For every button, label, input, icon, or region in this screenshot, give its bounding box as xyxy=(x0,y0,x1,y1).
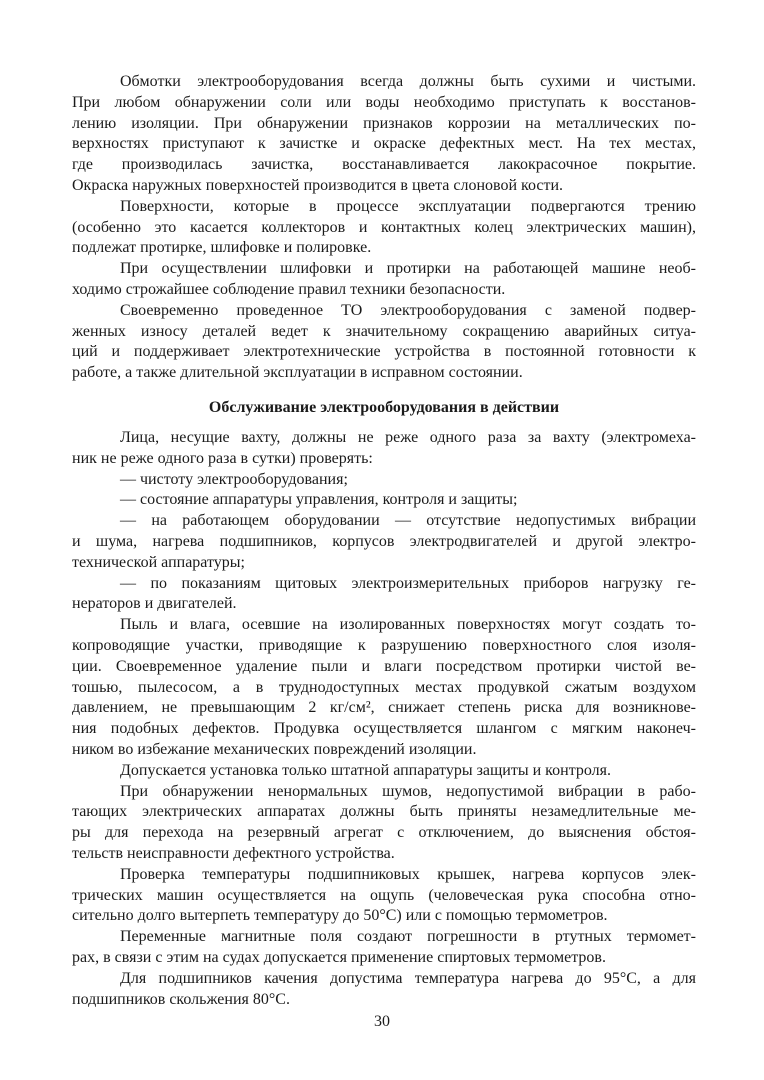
text-line: Допускается установка только штатной аппаратуры защиты и контроля. xyxy=(120,761,612,779)
text-line: Для подшипников качения допустима температура нагрева до 95°С, а для xyxy=(120,969,696,987)
paragraph xyxy=(72,782,696,865)
text-line: где производилась зачистка, восстанавливается лакокрасочное покрытие. xyxy=(72,156,696,174)
text-line: ником во избежание механических повреждений изоляции. xyxy=(72,740,477,758)
text-line: верхностях приступают к зачистке и окраске дефектных мест. На тех местах, xyxy=(72,135,696,153)
text-line: При осуществлении шлифовки и протирки на работающей машине необ- xyxy=(120,260,696,278)
text-line: ния подобных дефектов. Продувка осуществляется шлангом с мягким наконеч- xyxy=(72,720,696,738)
text-line: Переменные магнитные поля создают погрешности в ртутных термомет- xyxy=(120,928,696,946)
text-line: При обнаружении ненормальных шумов, недопустимой вибрации в рабо- xyxy=(120,782,696,800)
text-line: работе, а также длительной эксплуатации в исправном состоянии. xyxy=(72,364,523,382)
text-line: При любом обнаружении соли или воды необходимо приступать к восстанов- xyxy=(72,93,696,111)
text-line: ций и поддерживает электротехнические устройства в постоянной готовности к xyxy=(72,343,696,361)
text-line: Лица, несущие вахту, должны не реже одного раза за вахту (электромеха- xyxy=(120,429,696,446)
paragraph xyxy=(72,927,696,969)
text-line: подшипников скольжения 80°С. xyxy=(72,990,290,1008)
body-text-section-2 xyxy=(72,428,696,1010)
paragraph xyxy=(72,865,696,927)
text-line: тающих электрических аппаратах должны быть приняты незамедлительные ме- xyxy=(72,803,696,821)
text-line: рах, в связи с этим на судах допускается применение спиртовых термометров. xyxy=(72,948,606,966)
paragraph xyxy=(72,761,696,782)
text-line: — на работающем оборудовании — отсутствие недопустимых вибрации xyxy=(120,512,696,530)
text-line: технической аппаратуры; xyxy=(72,553,245,571)
text-line: ции. Своевременное удаление пыли и влаги посредством протирки чистой ве- xyxy=(72,657,696,675)
text-line: Окраска наружных поверхностей производится в цвета слоновой кости. xyxy=(72,176,564,194)
text-line: тельств неисправности дефектного устройства. xyxy=(72,844,395,862)
text-line: копроводящие участки, приводящие к разрушению поверхностного слоя изоля- xyxy=(72,636,696,654)
text-line: ры для перехода на резервный агрегат с отключением, до выяснения обстоя- xyxy=(72,824,696,842)
text-line: нераторов и двигателей. xyxy=(72,595,237,613)
text-line: сительно долго вытерпеть температуру до 50°С) или с помощью термометров. xyxy=(72,907,608,925)
paragraph xyxy=(72,511,696,573)
paragraph xyxy=(72,490,696,511)
text-line: Поверхности, которые в процессе эксплуатации подвергаются трению xyxy=(120,197,696,215)
text-line: тошью, пылесосом, а в труднодоступных местах продувкой сжатым воздухом xyxy=(72,678,696,696)
text-line: женных износу деталей ведет к значительному сокращению аварийных ситуа- xyxy=(72,322,696,340)
text-line: Пыль и влага, осевшие на изолированных поверхностях могут создать то- xyxy=(120,616,696,634)
text-line: Проверка температуры подшипниковых крышек, нагрева корпусов элек- xyxy=(120,865,696,883)
page-number: 30 xyxy=(374,1013,390,1030)
text-line: давлением, не превышающим 2 кг/см², снижает степень риска для возникнове- xyxy=(72,699,696,717)
section-heading: Обслуживание электрооборудования в действии xyxy=(208,399,560,416)
paragraph xyxy=(72,969,696,1011)
paragraph xyxy=(72,428,696,470)
paragraph xyxy=(72,615,696,761)
text-line: лению изоляции. При обнаружении признаков коррозии на металлических по- xyxy=(72,114,696,132)
text-line: ходимо строжайшее соблюдение правил техники безопасности. xyxy=(72,280,506,298)
text-line: Своевременно проведенное ТО электрооборудования с заменой подвер- xyxy=(120,301,696,319)
text-line: ник не реже одного раза в сутки) проверять: xyxy=(72,449,373,467)
body-text-section-1 xyxy=(72,72,696,384)
text-line: (особенно это касается коллекторов и контактных колец электрических машин), xyxy=(72,218,696,236)
paragraph xyxy=(72,574,696,616)
text-line: и шума, нагрева подшипников, корпусов электродвигателей и другой электро- xyxy=(72,532,696,550)
text-line: — чистоту электрооборудования; xyxy=(120,470,348,488)
text-line: — состояние аппаратуры управления, контроля и защиты; xyxy=(120,491,518,509)
paragraph xyxy=(72,72,696,197)
paragraph xyxy=(72,259,696,301)
paragraph xyxy=(72,197,696,259)
text-line: подлежат протирке, шлифовке и полировке. xyxy=(72,239,372,257)
text-line: Обмотки электрооборудования всегда должны быть сухими и чистыми. xyxy=(120,73,696,90)
text-line: трических машин осуществляется на ощупь (человеческая рука способна отно- xyxy=(72,886,696,904)
text-line: — по показаниям щитовых электроизмерительных приборов нагрузку ге- xyxy=(120,574,696,592)
paragraph xyxy=(72,301,696,384)
paragraph xyxy=(72,470,696,491)
